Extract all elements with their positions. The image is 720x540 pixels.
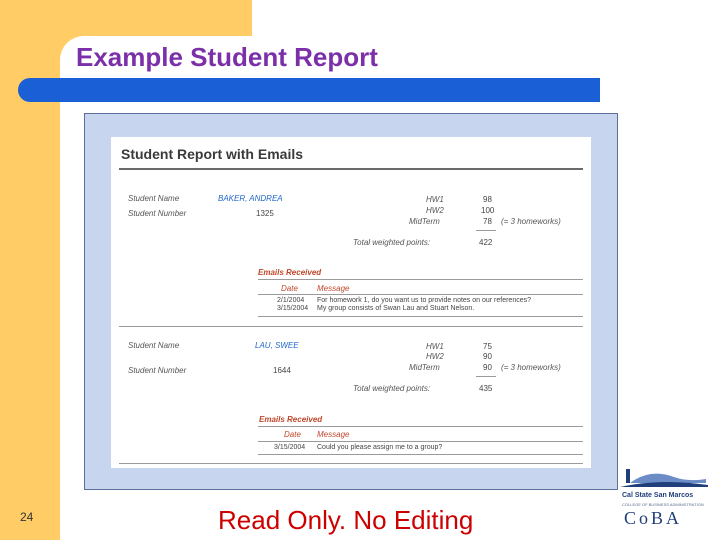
grade-value: 98 (483, 195, 492, 204)
grade-note: (= 3 homeworks) (501, 363, 561, 372)
grade-label: MidTerm (409, 363, 440, 372)
email-date: 3/15/2004 (277, 305, 309, 312)
grade-value: 100 (481, 206, 495, 215)
emails-rule (258, 279, 583, 280)
email-date: 3/15/2004 (274, 444, 306, 451)
slide-title: Example Student Report (76, 42, 378, 72)
emails-rule (258, 426, 583, 427)
footer-notice: Read Only. No Editing (218, 505, 474, 535)
student-name-label: Student Name (128, 341, 180, 350)
grade-value: 78 (483, 217, 492, 226)
date-column-header: Date (281, 284, 298, 293)
total-label: Total weighted points: (353, 238, 431, 247)
student-separator (119, 326, 583, 327)
report-title: Student Report with Emails (121, 146, 304, 162)
emails-received-header: Emails Received (258, 268, 322, 277)
slide-number: 24 (20, 510, 34, 524)
student-name: LAU, SWEE (255, 341, 299, 350)
student-report (111, 137, 591, 468)
email-date: 2/1/2004 (277, 297, 305, 304)
total-label: Total weighted points: (353, 384, 431, 393)
total-rule (476, 230, 496, 231)
message-column-header: Message (317, 430, 350, 439)
student-number-label: Student Number (128, 209, 187, 218)
coba-logo (616, 466, 712, 532)
student-number: 1325 (256, 209, 274, 218)
student-number-label: Student Number (128, 366, 187, 375)
total-value: 422 (479, 238, 493, 247)
emails-header-rule (258, 294, 583, 295)
total-value: 435 (479, 384, 493, 393)
logo-college: COLLEGE OF BUSINESS ADMINISTRATION (622, 502, 704, 507)
grade-value: 75 (483, 342, 492, 351)
message-column-header: Message (317, 284, 350, 293)
grade-value: 90 (483, 363, 492, 372)
student-name-label: Student Name (128, 194, 180, 203)
email-message: For homework 1, do you want us to provide notes on our references? (317, 297, 532, 304)
emails-header-rule (258, 441, 583, 442)
grade-label: HW1 (426, 195, 444, 204)
student-number: 1644 (273, 366, 291, 375)
grade-label: HW1 (426, 342, 444, 351)
emails-received-header: Emails Received (259, 415, 323, 424)
report-title-rule (119, 168, 583, 170)
grade-label: HW2 (426, 352, 444, 361)
title-rule (18, 78, 600, 102)
total-rule (476, 376, 496, 377)
date-column-header: Date (284, 430, 301, 439)
report-bottom-rule (119, 463, 583, 464)
student-name: BAKER, ANDREA (218, 194, 283, 203)
emails-bottom-rule (258, 316, 583, 317)
email-message: My group consists of Swan Lau and Stuart Nelson. (317, 305, 475, 312)
email-message: Could you please assign me to a group? (317, 444, 443, 451)
grade-value: 90 (483, 352, 492, 361)
logo-acronym: CoBA (624, 508, 683, 528)
grade-label: MidTerm (409, 217, 440, 226)
campus-skyline-icon (616, 466, 712, 492)
grade-note: (= 3 homeworks) (501, 217, 561, 226)
grade-label: HW2 (426, 206, 444, 215)
logo-university: Cal State San Marcos (622, 492, 694, 499)
emails-bottom-rule (258, 454, 583, 455)
